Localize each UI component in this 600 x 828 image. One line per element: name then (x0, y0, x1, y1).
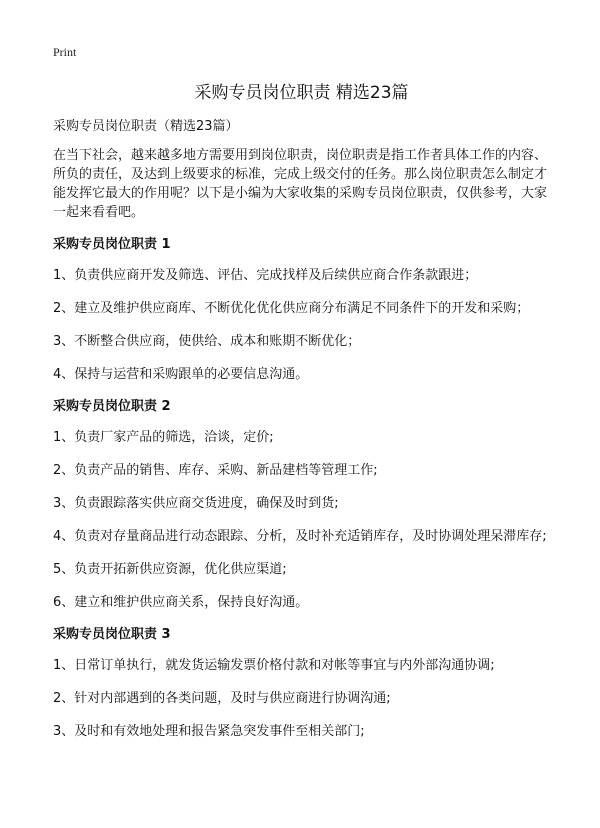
list-item: 5、负责开拓新供应资源，优化供应渠道; (53, 562, 287, 577)
list-item: 6、建立和维护供应商关系，保持良好沟通。 (53, 595, 309, 610)
section-heading: 采购专员岗位职责 3 (53, 627, 171, 642)
section-1 (53, 236, 550, 384)
intro-paragraph: 在当下社会，越来越多地方需要用到岗位职责，岗位职责是指工作者具体工作的内容、所负的责任，及达到上级要求的标准，完成上级交付的任务。那么岗位职责怎么制定才能发挥它最大的作用呢？以下是小编为大家收集的采购专员岗位职责，仅供参考，大家一起来看看吧。 (53, 148, 548, 220)
document-subtitle: 采购专员岗位职责（精选23篇） (53, 119, 239, 134)
section-3 (53, 626, 550, 741)
list-item: 3、及时和有效地处理和报告紧急突发事件至相关部门; (53, 724, 365, 739)
list-item: 2、针对内部遇到的各类问题，及时与供应商进行协调沟通; (53, 691, 391, 706)
document-title: 采购专员岗位职责 精选23篇 (194, 83, 409, 103)
section-heading: 采购专员岗位职责 2 (53, 399, 171, 414)
list-item: 2、负责产品的销售、库存、采购、新品建档等管理工作; (53, 463, 378, 478)
list-item: 3、不断整合供应商，使供给、成本和账期不断优化； (53, 334, 361, 349)
list-item: 1、负责供应商开发及筛选、评估、完成找样及后续供应商合作条款跟进； (53, 268, 478, 283)
list-item: 2、建立及维护供应商库、不断优化优化供应商分布满足不同条件下的开发和采购； (53, 301, 530, 316)
list-item: 4、保持与运营和采购跟单的必要信息沟通。 (53, 367, 309, 382)
list-item: 3、负责跟踪落实供应商交货进度，确保及时到货; (53, 496, 339, 511)
section-heading: 采购专员岗位职责 1 (53, 237, 171, 252)
print-label[interactable]: Print (53, 45, 77, 59)
list-item: 1、日常订单执行，就发货运输发票价格付款和对帐等事宜与内外部沟通协调; (53, 658, 495, 673)
list-item: 1、负责厂家产品的筛选，洽谈，定价; (53, 430, 274, 445)
section-2 (53, 398, 550, 612)
list-item: 4、负责对存量商品进行动态跟踪、分析，及时补充适销库存，及时协调处理呆滞库存; (53, 529, 547, 544)
